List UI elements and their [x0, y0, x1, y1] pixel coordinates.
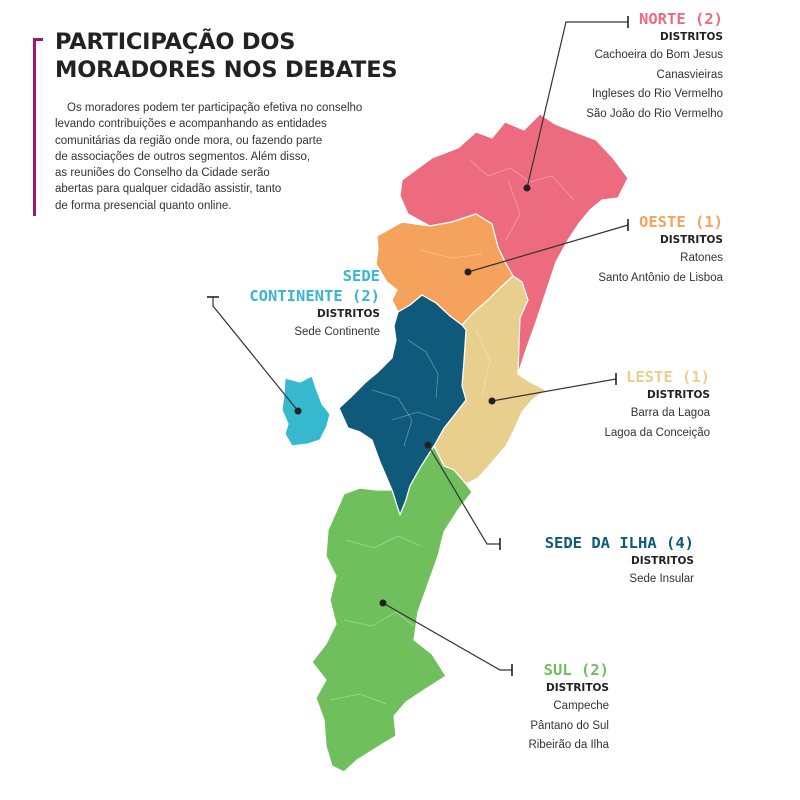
intro-line: abertas para qualquer cidadão assistir, tanto [55, 183, 282, 196]
label-sede-ilha [545, 533, 694, 590]
intro-line: de associações de outros segmentos. Além disso, [55, 150, 311, 163]
intro-line: Os moradores podem ter participação efetiva no conselho [67, 102, 363, 114]
district-list [586, 46, 723, 124]
title-line: MORADORES NOS DEBATES [55, 57, 398, 83]
district-item: Cachoeira do Bom Jesus [594, 49, 723, 61]
region-name-leste: LESTE (1) [626, 368, 710, 386]
label-sede-continente [249, 266, 380, 343]
district-item: Ribeirão da Ilha [528, 739, 609, 751]
region-name-ilha: SEDE DA ILHA (4) [544, 534, 694, 552]
district-list [605, 404, 711, 443]
district-list [598, 249, 723, 288]
districts-heading: DISTRITOS [647, 389, 710, 401]
label-leste [605, 367, 711, 443]
region-sede-continente[interactable] [282, 376, 330, 446]
region-name-oeste: OESTE (1) [639, 213, 723, 231]
district-item: Canasvieiras [656, 68, 723, 81]
intro-line: comunitárias da região onde mora, ou fazendo parte [55, 134, 323, 147]
district-item: Santo Antônio de Lisboa [598, 271, 723, 284]
region-name-norte: NORTE (2) [639, 10, 723, 28]
district-item: Campeche [553, 700, 609, 712]
region-name-continente: SEDE [342, 267, 380, 285]
districts-heading: DISTRITOS [631, 555, 694, 567]
districts-heading: DISTRITOS [546, 682, 609, 694]
intro-line: levando contribuições e acompanhando as entidades [55, 118, 327, 131]
district-item: Barra da Lagoa [630, 407, 710, 419]
intro-paragraph [55, 100, 385, 214]
district-list [528, 697, 609, 756]
district-item: Pântano do Sul [530, 719, 609, 732]
districts-heading: DISTRITOS [660, 31, 723, 43]
region-sul[interactable] [312, 446, 472, 772]
label-oeste [598, 212, 723, 288]
intro-line: as reuniões do Conselho da Cidade serão [55, 167, 270, 180]
district-list [249, 323, 380, 343]
region-name-continente: CONTINENTE (2) [249, 287, 380, 305]
district-item: Sede Continente [294, 326, 380, 338]
label-sul [528, 660, 609, 756]
district-item: Ratones [680, 252, 723, 264]
region-name-sul: SUL (2) [543, 661, 609, 679]
headline-accent-bar [33, 38, 36, 216]
districts-heading: DISTRITOS [317, 308, 380, 320]
district-item: Ingleses do Rio Vermelho [591, 88, 723, 100]
headline-accent-cap [33, 38, 43, 41]
district-item: Sede Insular [629, 573, 694, 585]
intro-line: de forma presencial quanto online. [55, 199, 232, 212]
districts-heading: DISTRITOS [660, 234, 723, 246]
page-title [55, 28, 415, 84]
label-norte [586, 9, 723, 124]
district-item: Lagoa da Conceição [604, 426, 710, 439]
title-line: PARTICIPAÇÃO DOS [55, 29, 296, 55]
district-list [545, 570, 694, 590]
district-item: São João do Rio Vermelho [586, 107, 723, 120]
